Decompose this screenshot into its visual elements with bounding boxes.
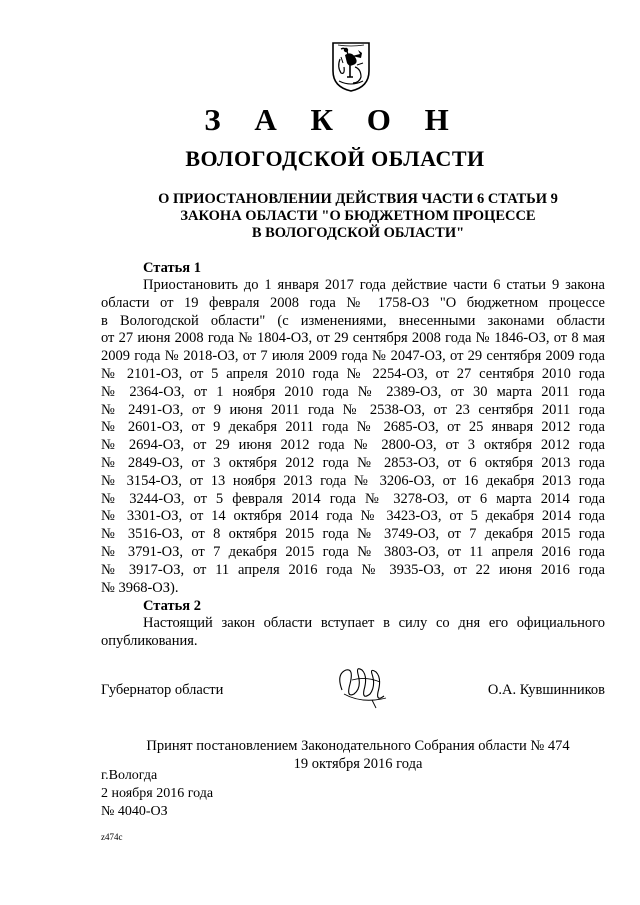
article-1-line: № 3301-ОЗ, от 14 октября 2014 года № 3423-ОЗ, от 5 декабря 2014 года: [101, 508, 605, 525]
article-1-line: № 2364-ОЗ, от 1 ноября 2010 года № 2389-ОЗ, от 30 марта 2011 года: [101, 383, 605, 400]
article-1-line: № 2694-ОЗ, от 29 июня 2012 года № 2800-ОЗ, от 3 октября 2012 года: [101, 437, 605, 454]
article-1-line: № 2849-ОЗ, от 3 октября 2012 года № 2853-ОЗ, от 6 октября 2013 года: [101, 454, 605, 471]
article-2-text: [101, 615, 605, 651]
article-2-heading: Статья 2: [143, 598, 201, 614]
article-1-heading: Статья 1: [143, 260, 201, 276]
article-1-line: № 2491-ОЗ, от 9 июня 2011 года № 2538-ОЗ, от 23 сентября 2011 года: [101, 401, 605, 418]
article-1-line: 2009 года № 2018-ОЗ, от 7 июля 2009 года № 2047-ОЗ, от 29 сентября 2009 года: [101, 348, 605, 365]
law-number: № 4040-ОЗ: [101, 803, 168, 819]
article-1-line: № 3516-ОЗ, от 8 октября 2015 года № 3749-ОЗ, от 7 декабря 2015 года: [101, 526, 605, 543]
article-2-line: Настоящий закон области вступает в силу со дня его официального: [143, 615, 605, 631]
vologda-coat-of-arms-icon: [331, 41, 371, 93]
article-1-line: в Вологодской области" (с изменениями, внесенными законами области: [101, 312, 605, 329]
article-1-line: от 27 июня 2008 года № 1804-ОЗ, от 29 сентября 2008 года № 1846-ОЗ, от 8 мая: [101, 330, 605, 347]
article-1-line: № 3244-ОЗ, от 5 февраля 2014 года № 3278-ОЗ, от 6 марта 2014 года: [101, 490, 605, 507]
article-1-text: [101, 277, 605, 597]
article-1-line: № 3154-ОЗ, от 13 ноября 2013 года № 3206-ОЗ, от 16 декабря 2013 года: [101, 472, 605, 489]
governor-name: О.А. Кувшинников: [487, 682, 605, 698]
article-1-line: области от 19 февраля 2008 года № 1758-ОЗ "О бюджетном процессе: [101, 294, 605, 311]
subject-line: О ПРИОСТАНОВЛЕНИИ ДЕЙСТВИЯ ЧАСТИ 6 СТАТЬИ 9: [158, 191, 558, 207]
law-subject-title: [100, 191, 616, 242]
region-title: ВОЛОГОДСКОЙ ОБЛАСТИ: [185, 146, 485, 171]
handwritten-signature-icon: [332, 660, 396, 710]
article-1-line: Приостановить до 1 января 2017 года действие части 6 статьи 9 закона: [143, 277, 605, 293]
article-1-line: № 2101-ОЗ, от 5 апреля 2010 года № 2254-ОЗ, от 27 сентября 2010 года: [101, 365, 605, 382]
issue-details: [101, 767, 213, 820]
document-code: z474c: [101, 832, 123, 842]
issue-city: г.Вологда: [101, 768, 158, 783]
article-1-line: № 3791-ОЗ, от 7 декабря 2015 года № 3803-ОЗ, от 11 апреля 2016 года: [101, 543, 605, 560]
subject-line: ЗАКОНА ОБЛАСТИ "О БЮДЖЕТНОМ ПРОЦЕССЕ: [180, 208, 536, 224]
article-2-line: опубликования.: [101, 632, 198, 649]
adoption-date: 19 октября 2016 года: [293, 755, 423, 772]
adoption-line: Принят постановлением Законодательного Собрания области № 474: [146, 738, 570, 754]
issue-date: 2 ноября 2016 года: [101, 785, 214, 801]
article-1-line: № 3968-ОЗ).: [101, 579, 179, 596]
governor-position: Губернатор области: [101, 682, 224, 698]
article-1-line: № 2601-ОЗ, от 9 декабря 2011 года № 2685-ОЗ, от 25 января 2012 года: [101, 419, 605, 436]
article-1-line: № 3917-ОЗ, от 11 апреля 2016 года № 3935-ОЗ, от 22 июня 2016 года: [101, 561, 605, 578]
document-type-title: З А К О Н: [204, 102, 462, 137]
subject-line: В ВОЛОГОДСКОЙ ОБЛАСТИ": [251, 225, 465, 241]
